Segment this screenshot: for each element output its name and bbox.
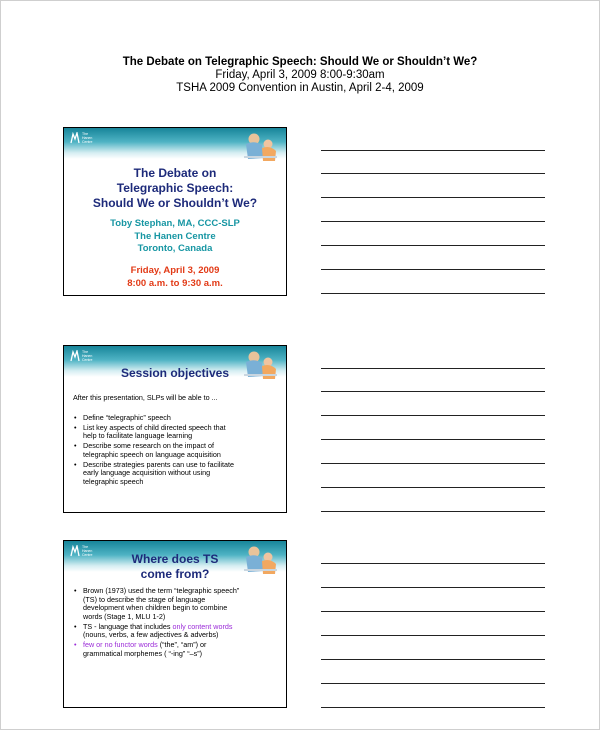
hanen-logo bbox=[70, 350, 93, 362]
note-line bbox=[321, 635, 545, 636]
hanen-logo-icon bbox=[70, 350, 80, 362]
session-date: Friday, April 3, 2009 8:00-9:30am bbox=[215, 69, 385, 81]
objectives-list bbox=[73, 414, 278, 488]
highlight-text: few or no functor words bbox=[83, 639, 158, 649]
slide-3-heading: Where does TS come from? bbox=[131, 552, 219, 581]
slide-2-objectives bbox=[63, 345, 287, 513]
note-line bbox=[321, 245, 545, 246]
parent-child-illustration bbox=[240, 130, 280, 164]
origin-list bbox=[73, 587, 281, 659]
note-line bbox=[321, 439, 545, 440]
note-line bbox=[321, 221, 545, 222]
logo-wordmark: The Hanen Centre bbox=[82, 545, 93, 557]
slide-1-title bbox=[63, 127, 287, 296]
note-line bbox=[321, 563, 545, 564]
note-line bbox=[321, 415, 545, 416]
presenter-info: Toby Stephan, MA, CCC-SLP The Hanen Centre Toronto, Canada bbox=[110, 218, 240, 254]
note-line bbox=[321, 487, 545, 488]
convention-info: TSHA 2009 Convention in Austin, April 2-4, 2009 bbox=[176, 82, 424, 94]
note-line bbox=[321, 293, 545, 294]
note-line bbox=[321, 707, 545, 708]
logo-wordmark: The Hanen Centre bbox=[82, 350, 93, 362]
highlight-text: only content words bbox=[172, 621, 233, 631]
note-line bbox=[321, 463, 545, 464]
note-line bbox=[321, 587, 545, 588]
objectives-intro: After this presentation, SLPs will be able to ... bbox=[73, 393, 218, 402]
list-item: • Brown (1973) used the term “telegraphic speech” (TS) to describe the stage of language development when children begin to combine words (Stage 1, MLU 1-2) bbox=[74, 586, 240, 621]
slide-1-heading: The Debate on Telegraphic Speech: Should We or Shouldn’t We? bbox=[92, 166, 258, 210]
page-header bbox=[0, 56, 600, 95]
list-item: • few or no functor words (“the”, “am”) or grammatical morphemes ( “-ing” “–s”) bbox=[74, 639, 207, 658]
list-item: • Describe some research on the impact of telegraphic speech on language acquisition bbox=[74, 441, 221, 459]
note-line bbox=[321, 269, 545, 270]
note-line bbox=[321, 683, 545, 684]
hanen-logo-icon bbox=[70, 132, 80, 144]
note-line bbox=[321, 368, 545, 369]
list-item: • Describe strategies parents can use to facilitate early language acquisition without using telegraphic speech bbox=[74, 459, 235, 486]
note-line bbox=[321, 197, 545, 198]
list-item: • List key aspects of child directed speech that help to facilitate language learning bbox=[74, 422, 226, 441]
note-line bbox=[321, 511, 545, 512]
slide-3-origin bbox=[63, 540, 287, 708]
hanen-logo bbox=[70, 132, 93, 144]
note-line bbox=[321, 150, 545, 151]
logo-wordmark: The Hanen Centre bbox=[82, 132, 93, 144]
note-line bbox=[321, 391, 545, 392]
document-title: The Debate on Telegraphic Speech: Should We or Shouldn’t We? bbox=[122, 56, 478, 68]
slide-2-heading: Session objectives bbox=[120, 366, 230, 380]
list-item: • Define “telegraphic” speech bbox=[74, 413, 171, 422]
note-line bbox=[321, 611, 545, 612]
list-item: • TS - language that includes only content words (nouns, verbs, a few adjectives & adverbs) bbox=[74, 621, 233, 640]
note-line bbox=[321, 659, 545, 660]
presentation-date: Friday, April 3, 2009 8:00 a.m. to 9:30 a.m. bbox=[127, 265, 223, 289]
note-line bbox=[321, 173, 545, 174]
